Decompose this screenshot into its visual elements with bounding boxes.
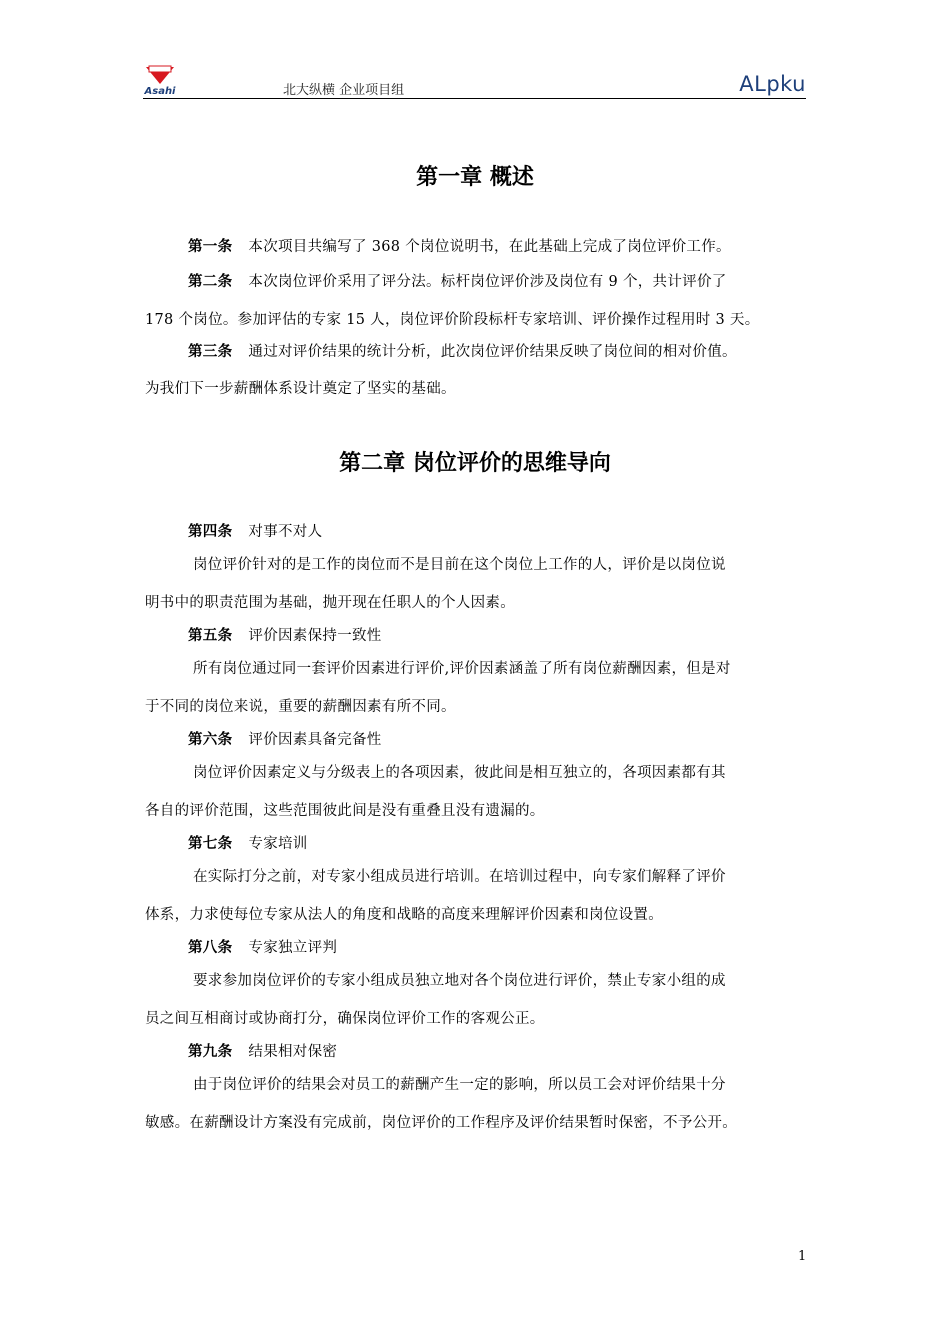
article-2-line-2: 178 个岗位。参加评估的专家 15 人，岗位评价阶段标杆专家培训、评价操作过程用时 3 天。 [145,312,760,328]
chapter2-title: 第二章 岗位评价的思维导向 [339,451,611,476]
article-8-line-1: 要求参加岗位评价的专家小组成员独立地对各个岗位进行评价，禁止专家小组的成 [193,973,726,989]
article-label: 第九条 [188,1044,233,1060]
svg-text:Asahi: Asahi [144,86,176,96]
article-8-heading: 第八条 专家独立评判 [188,940,338,956]
article-4-heading: 第四条 对事不对人 [188,524,323,540]
article-6-line-2: 各自的评价范围，这些范围彼此间是没有重叠且没有遗漏的。 [145,803,545,819]
article-5-line-2: 于不同的岗位来说，重要的薪酬因素有所不同。 [145,699,456,715]
article-label: 第三条 [188,344,233,360]
article-label: 第一条 [188,239,233,255]
article-1: 第一条 本次项目共编写了 368 个岗位说明书，在此基础上完成了岗位评价工作。 [188,239,731,255]
article-4-line-2: 明书中的职责范围为基础，抛开现在任职人的个人因素。 [145,595,515,611]
article-5-heading: 第五条 评价因素保持一致性 [188,628,382,644]
article-label: 第五条 [188,628,233,644]
article-8-line-2: 员之间互相商讨或协商打分，确保岗位评价工作的客观公正。 [145,1011,545,1027]
article-label: 第四条 [188,524,233,540]
article-label: 第六条 [188,732,233,748]
article-label: 第七条 [188,836,233,852]
alpku-logo: ALpku [739,72,806,96]
article-2: 第二条 本次岗位评价采用了评分法。标杆岗位评价涉及岗位有 9 个，共计评价了 [188,274,727,290]
chapter1-title: 第一章 概述 [416,165,534,190]
article-7-line-1: 在实际打分之前，对专家小组成员进行培训。在培训过程中，向专家们解释了评价 [193,869,726,885]
article-3: 第三条 通过对评价结果的统计分析，此次岗位评价结果反映了岗位间的相对价值。 [188,344,737,360]
page-number: 1 [798,1249,807,1264]
article-9-line-1: 由于岗位评价的结果会对员工的薪酬产生一定的影响，所以员工会对评价结果十分 [193,1077,726,1093]
article-4-line-1: 岗位评价针对的是工作的岗位而不是目前在这个岗位上工作的人，评价是以岗位说 [193,557,726,573]
article-label: 第二条 [188,274,233,290]
article-7-line-2: 体系，力求使每位专家从法人的角度和战略的高度来理解评价因素和岗位设置。 [145,907,663,923]
article-9-heading: 第九条 结果相对保密 [188,1044,338,1060]
article-6-heading: 第六条 评价因素具备完备性 [188,732,382,748]
article-3-line-2: 为我们下一步薪酬体系设计奠定了坚实的基础。 [145,381,456,397]
article-label: 第八条 [188,940,233,956]
article-5-line-1: 所有岗位通过同一套评价因素进行评价,评价因素涵盖了所有岗位薪酬因素，但是对 [193,661,731,677]
page-header [143,62,806,99]
header-title: 北大纵横 企业项目组 [283,83,405,98]
article-7-heading: 第七条 专家培训 [188,836,308,852]
article-9-line-2: 敏感。在薪酬设计方案没有完成前，岗位评价的工作程序及评价结果暂时保密，不予公开。 [145,1115,737,1131]
asahi-logo [143,64,177,96]
article-6-line-1: 岗位评价因素定义与分级表上的各项因素，彼此间是相互独立的，各项因素都有其 [193,765,726,781]
